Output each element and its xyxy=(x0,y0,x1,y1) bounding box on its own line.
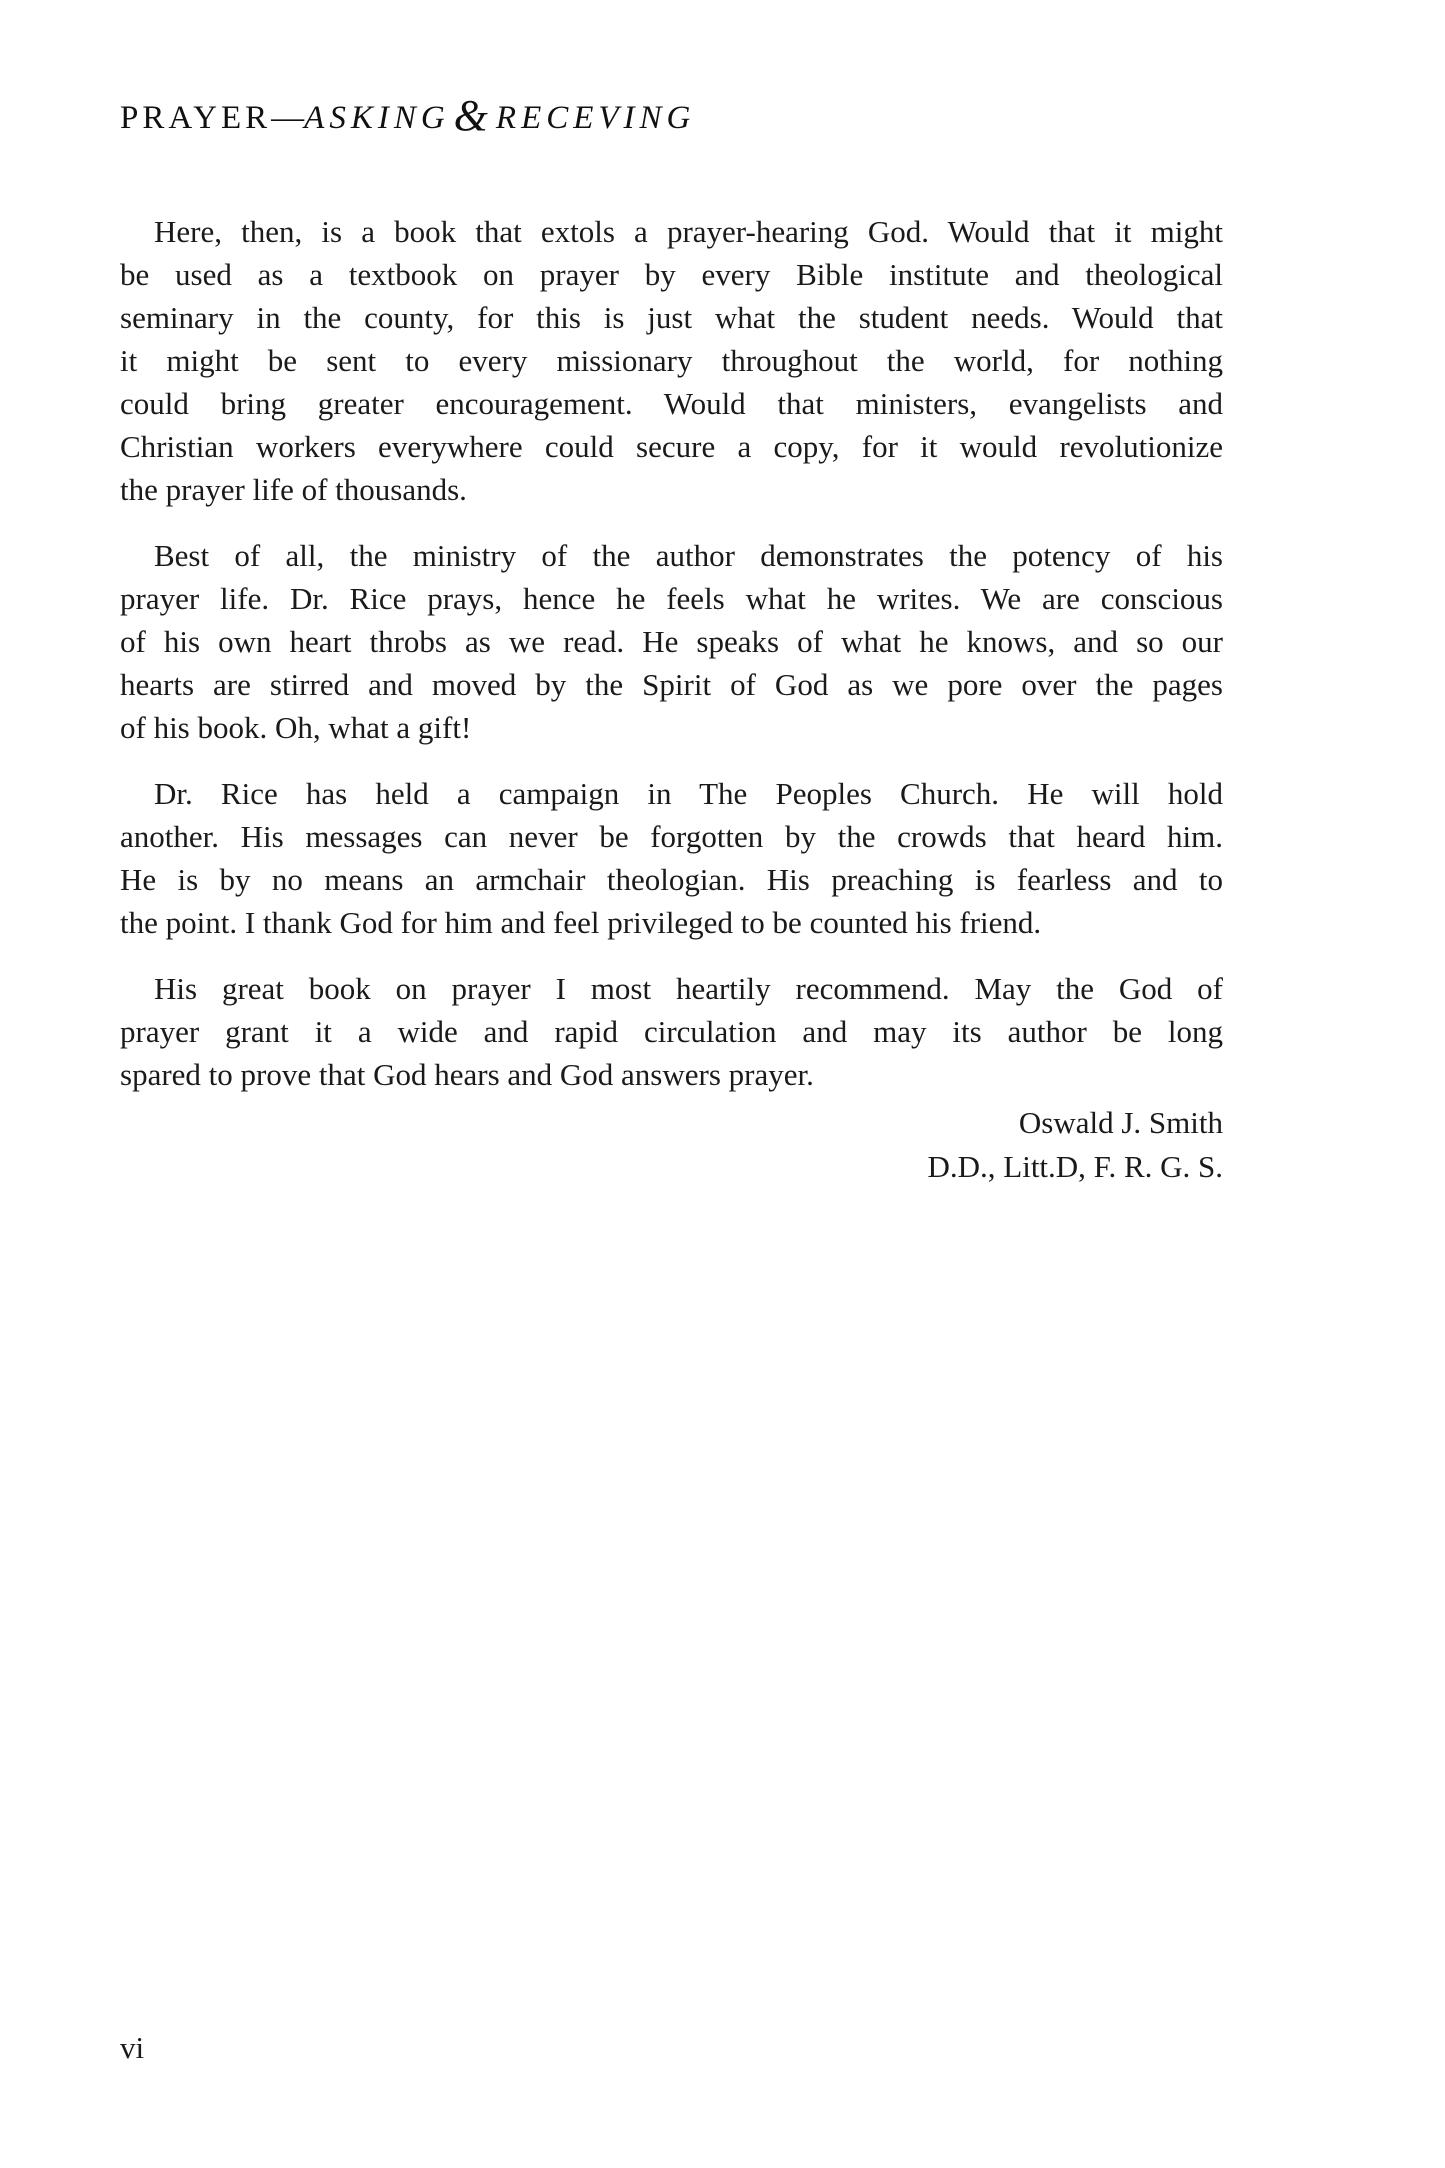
header-dash: — xyxy=(271,100,305,136)
text-line: it might be sent to every missionary throughout the world, for nothing xyxy=(120,343,1223,378)
text-line: the prayer life of thousands. xyxy=(120,472,467,507)
text-line: another. His messages can never be forgotten by the crowds that heard him. xyxy=(120,819,1223,854)
header-subtitle-receving: RECEVING xyxy=(495,100,696,136)
text-line: spared to prove that God hears and God answers prayer. xyxy=(120,1057,814,1092)
page-number: vi xyxy=(120,2030,145,2065)
paragraph xyxy=(120,772,1223,944)
paragraph xyxy=(120,210,1223,511)
text-line: could bring greater encouragement. Would that ministers, evangelists and xyxy=(120,386,1223,421)
text-line: His great book on prayer I most heartily recommend. May the God of xyxy=(154,971,1223,1006)
signature-name: Oswald J. Smith xyxy=(1018,1105,1223,1140)
text-line: be used as a textbook on prayer by every Bible institute and theological xyxy=(120,257,1223,292)
text-line: the point. I thank God for him and feel privileged to be counted his friend. xyxy=(120,905,1042,940)
text-line: hearts are stirred and moved by the Spirit of God as we pore over the pages xyxy=(120,667,1223,702)
text-line: of his book. Oh, what a gift! xyxy=(120,710,472,745)
text-line: prayer grant it a wide and rapid circulation and may its author be long xyxy=(120,1014,1223,1049)
text-line: of his own heart throbs as we read. He speaks of what he knows, and so our xyxy=(120,624,1223,659)
header-subtitle-asking: ASKING xyxy=(304,100,450,136)
ampersand-glyph: & xyxy=(453,91,488,140)
signature-block xyxy=(928,1101,1224,1189)
running-header xyxy=(120,88,695,139)
foreword-paragraphs xyxy=(120,210,1223,1096)
signature-credentials: D.D., Litt.D, F. R. G. S. xyxy=(927,1149,1223,1184)
text-line: He is by no means an armchair theologian. His preaching is fearless and to xyxy=(120,862,1223,897)
text-line: Here, then, is a book that extols a prayer-hearing God. Would that it might xyxy=(154,214,1223,249)
text-line: Dr. Rice has held a campaign in The Peoples Church. He will hold xyxy=(154,776,1223,811)
text-line: Christian workers everywhere could secure a copy, for it would revolutionize xyxy=(120,429,1223,464)
text-line: prayer life. Dr. Rice prays, hence he feels what he writes. We are conscious xyxy=(120,581,1223,616)
header-book-title: PRAYER xyxy=(120,100,272,136)
paragraph xyxy=(120,967,1223,1096)
text-line: seminary in the county, for this is just what the student needs. Would that xyxy=(120,300,1223,335)
text-line: Best of all, the ministry of the author demonstrates the potency of his xyxy=(154,538,1223,573)
paragraph xyxy=(120,534,1223,749)
